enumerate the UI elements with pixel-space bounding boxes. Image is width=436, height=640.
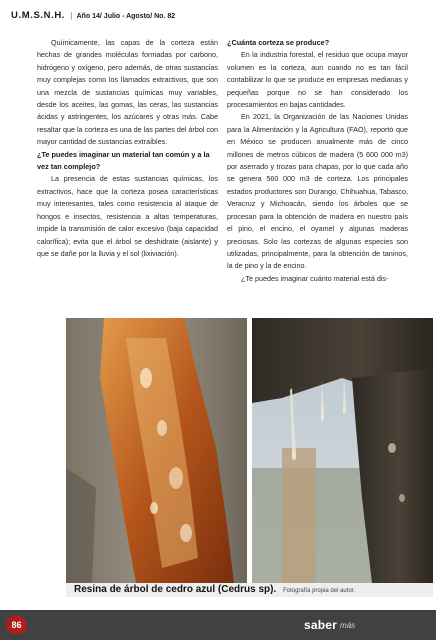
brand-accent: más <box>340 620 356 630</box>
resin-photos <box>66 318 433 583</box>
page-number-badge: 86 <box>6 616 27 634</box>
left-paragraph-1: Químicamente, las capas de la corteza están hechas de grandes moléculas formadas por carbono, hidrógeno y oxígeno, pero además, de otras sustancias muy complejas como los llamados extractivos, que son una mezcla de sustancias químicas muy variables, desde los aceites, las gomas, las ceras, las sustancias ácidas y astringentes, los azúcares y otras más. Cabe resaltar que la corteza es una de las partes del árbol con mayor cantidad de sustancias extraíbles. <box>37 38 218 147</box>
left-column <box>37 37 218 260</box>
page-header <box>11 10 175 21</box>
footer-bar <box>0 610 436 640</box>
left-heading: ¿Te puedes imaginar un material tan común y a la vez tan complejo? <box>37 149 210 172</box>
right-paragraph-1: En la industria forestal, el residuo que ocupa mayor volumen es la corteza, aun cuando no es tan fácil contabilizar lo que se produce en empresas medianas y pequeñas porque no se han considerado los procesamientos en bajas cantidades. <box>227 50 408 110</box>
photo-caption <box>66 583 433 597</box>
journal-name: U.M.S.N.H. <box>11 10 66 21</box>
caption-title: Resina de árbol de cedro azul (Cedrus sp). <box>74 584 277 595</box>
caption-credit: Fotografía propia del autor. <box>283 588 356 594</box>
right-column <box>227 37 408 285</box>
left-paragraph-2: La presencia de estas sustancias químicas, los extractivos, hace que la corteza posea características muy interesantes, tales como resistencia al ataque de hongos e insectos, resistencia a altas temperaturas, impide la transmisión de calor excesivo (baja capacidad calorífica); evita que el árbol se deshidrate (aislante) y que se dañe por la lluvia y el sol (lixiviación). <box>37 174 218 258</box>
resin-closeup-photo <box>66 318 247 583</box>
brand-logo <box>304 616 355 634</box>
brand-name: saber <box>304 618 338 632</box>
resin-drip-photo <box>252 318 433 583</box>
header-divider: | <box>70 11 73 20</box>
right-heading: ¿Cuánta corteza se produce? <box>227 38 330 47</box>
right-paragraph-2: En 2021, la Organización de las Naciones Unidas para la Alimentación y la Agricultura (FAO), reportó que en México se producen anualmente más de cinco millones de metros cúbicos de madera (5 600 000 m3) por aserrado y trozas para chapas, por lo que cada año se genera 560 000 m3 de corteza. Los principales estados productores son Durango, Chihuahua, Tabasco, Veracruz y Michoacán, siendo los árboles que se procesan para la obtención de madera en nuestro país el pino, el encino, el oyamel y algunas maderas preciosas. Solo las cortezas de algunas especies son utilizadas, principalmente, para la obtención de taninos, la de pino y la de encino. <box>227 112 408 271</box>
issue-info: Año 14/ Julio - Agosto/ No. 82 <box>76 13 176 20</box>
right-paragraph-3: ¿Te puedes imaginar cuánto material está dis- <box>241 273 389 283</box>
